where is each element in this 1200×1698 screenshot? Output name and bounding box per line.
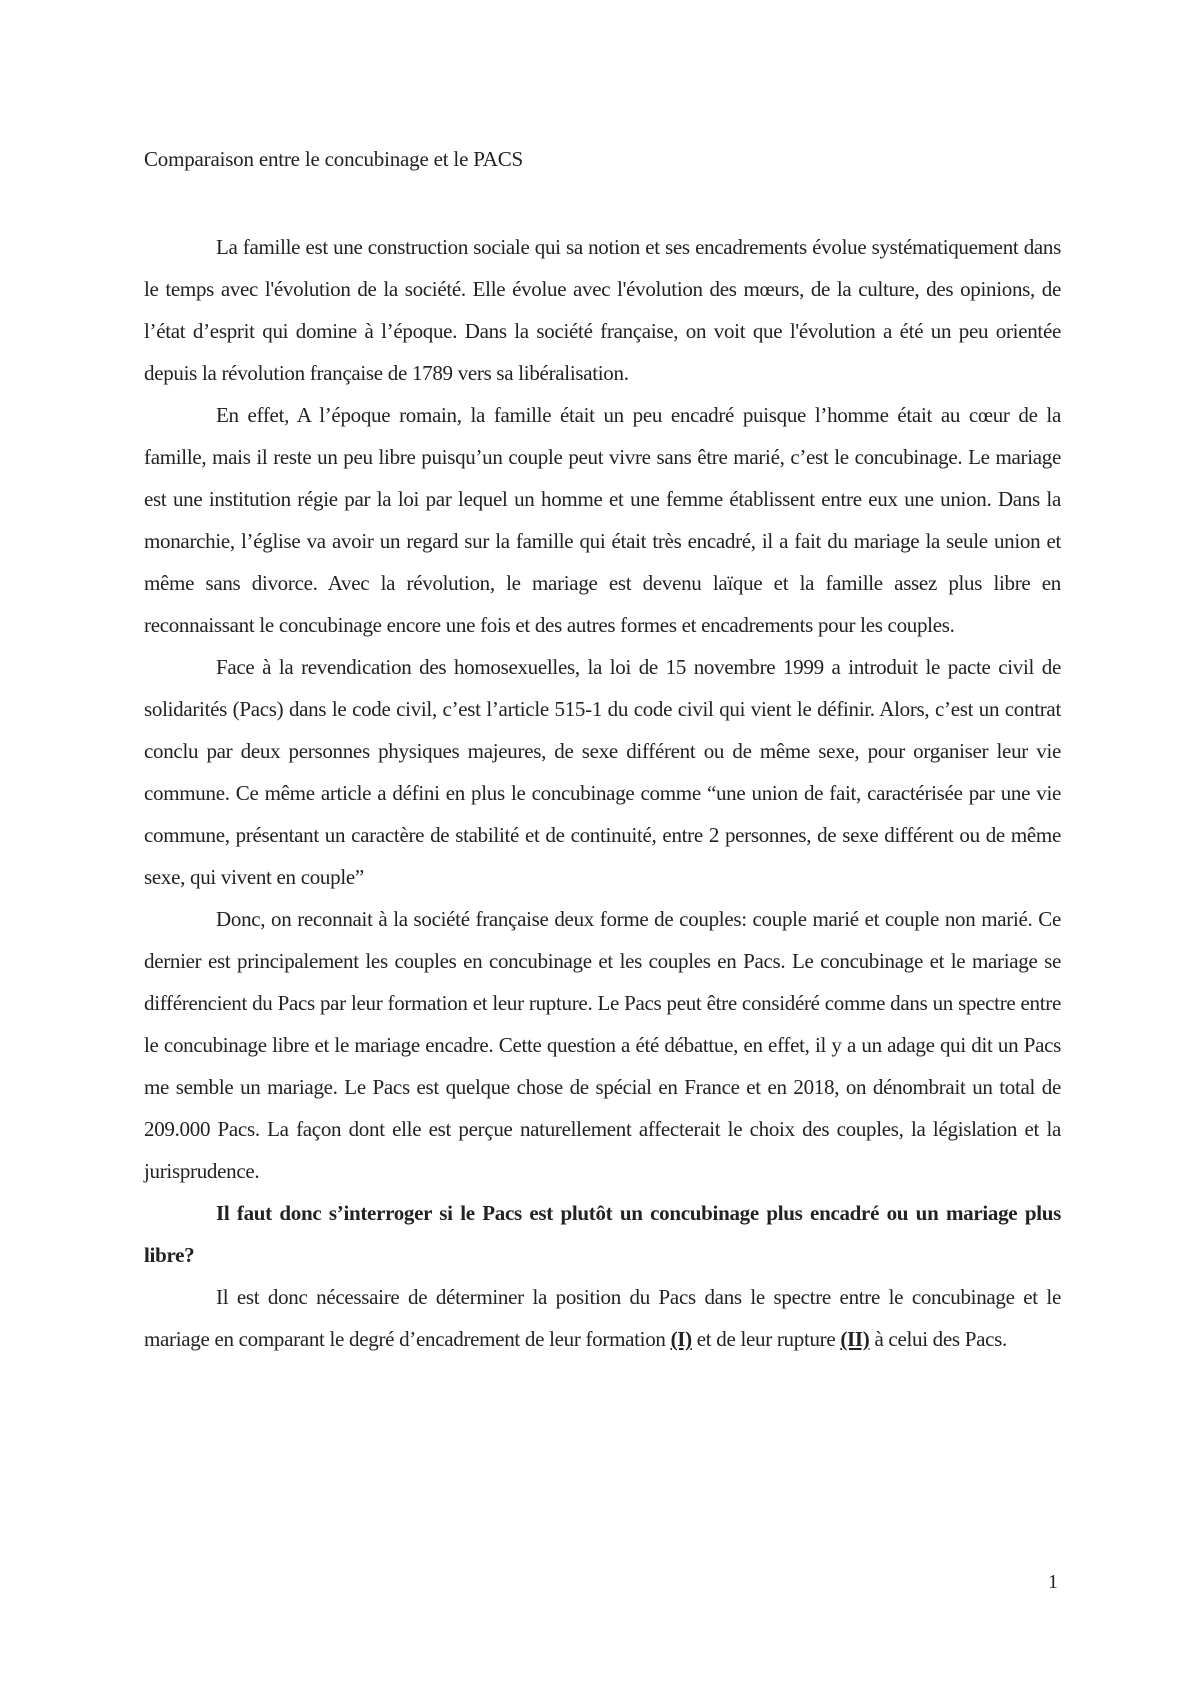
paragraph-couple-forms: Donc, on reconnait à la société française deux forme de couples: couple marié et couple non marié. Ce dernier est principalement les couples en concubinage et les couples en Pacs. Le concubinage et le mariage se différencient du Pacs par leur formation et leur rupture. Le Pacs peut être considéré comme dans un spectre entre le concubinage libre et le mariage encadre. Cette question a été débattue, en effet, il y a un adage qui dit un Pacs me semble un mariage. Le Pacs est quelque chose de spécial en France et en 2018, on dénombrait un total de 209.000 Pacs. La façon dont elle est perçue naturellement affecterait le choix des couples, la législation et la jurisprudence.	[144, 907, 1061, 1183]
plan-reference-part-one: (I)	[670, 1327, 692, 1351]
document-body	[144, 226, 1061, 1360]
page-number: 1	[1048, 1571, 1058, 1593]
problem-question: Il faut donc s’interroger si le Pacs est plutôt un concubinage plus encadré ou un mariage plus libre?	[144, 1201, 1061, 1267]
paragraph-introduction: La famille est une construction sociale qui sa notion et ses encadrements évolue systématiquement dans le temps avec l'évolution de la société. Elle évolue avec l'évolution des mœurs, de la culture, des opinions, de l’état d’esprit qui domine à l’époque. Dans la société française, on voit que l'évolution a été un peu orientée depuis la révolution française de 1789 vers sa libéralisation.	[144, 235, 1061, 385]
plan-text-1: Il est donc nécessaire de déterminer la position du Pacs dans le spectre entre le concubinage et le mariage en comparant le degré d’encadrement de leur formation	[144, 1285, 1061, 1351]
document-title: Comparaison entre le concubinage et le PACS	[144, 147, 524, 171]
paragraph-plan	[144, 1276, 1061, 1360]
paragraph-pacs-definition: Face à la revendication des homosexuelles, la loi de 15 novembre 1999 a introduit le pacte civil de solidarités (Pacs) dans le code civil, c’est l’article 515-1 du code civil qui vient le définir. Alors, c’est un contrat conclu par deux personnes physiques majeures, de sexe différent ou de même sexe, pour organiser leur vie commune. Ce même article a défini en plus le concubinage comme “une union de fait, caractérisée par une vie commune, présentant un caractère de stabilité et de continuité, entre 2 personnes, de sexe différent ou de même sexe, qui vivent en couple”	[144, 655, 1061, 889]
plan-text-2: et de leur rupture	[691, 1327, 841, 1351]
plan-text-3: à celui des Pacs.	[869, 1327, 1007, 1351]
plan-reference-part-two: (II)	[840, 1327, 870, 1351]
paragraph-history: En effet, A l’époque romain, la famille était un peu encadré puisque l’homme était au cœur de la famille, mais il reste un peu libre puisqu’un couple peut vivre sans être marié, c’est le concubinage. Le mariage est une institution régie par la loi par lequel un homme et une femme établissent entre eux une union. Dans la monarchie, l’église va avoir un regard sur la famille qui était très encadré, il a fait du mariage la seule union et même sans divorce. Avec la révolution, le mariage est devenu laïque et la famille assez plus libre en reconnaissant le concubinage encore une fois et des autres formes et encadrements pour les couples.	[144, 403, 1061, 637]
